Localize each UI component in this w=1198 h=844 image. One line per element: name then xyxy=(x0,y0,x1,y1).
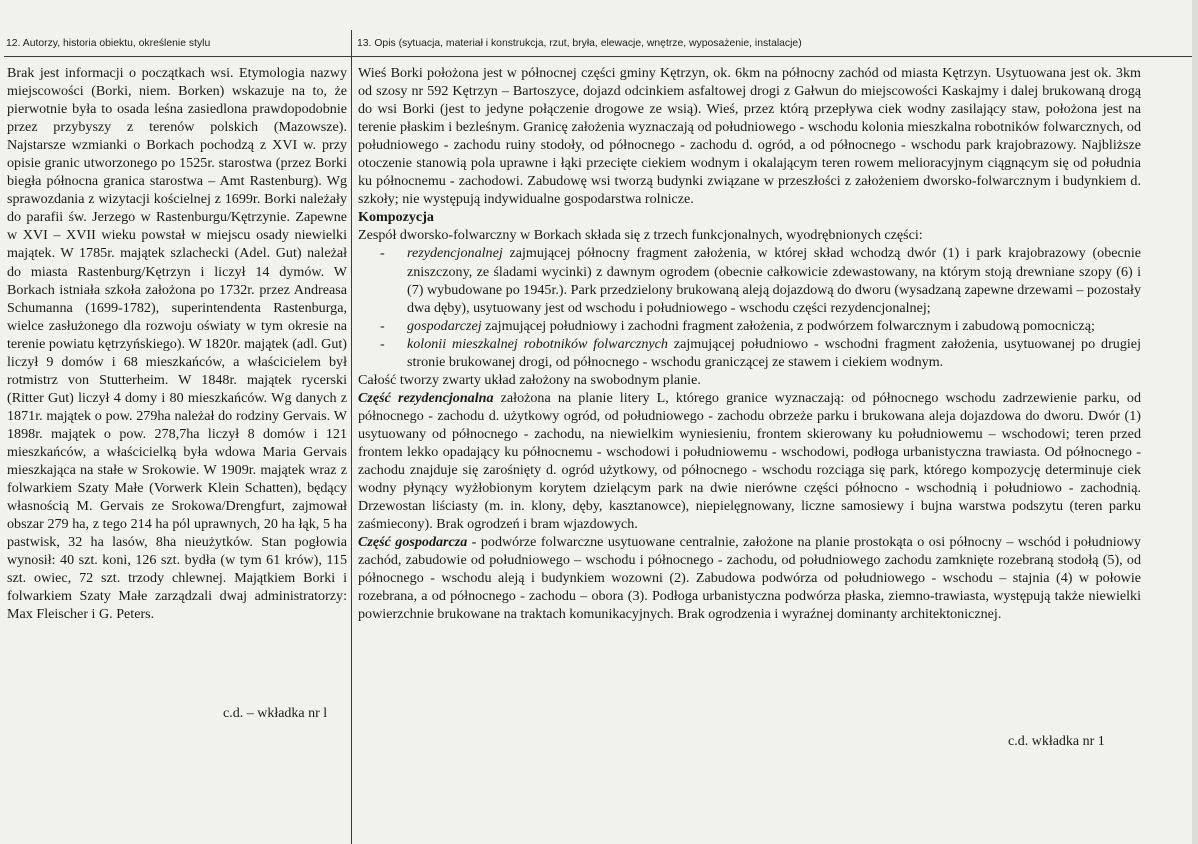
residential-heading: Część rezydencjonalna xyxy=(358,389,494,406)
composition-intro: Zespół dworsko-folwarczny w Borkach składa się z trzech funkcjonalnych, wyodrębnionych części: xyxy=(358,227,923,244)
description-intro: Wieś Borki położona jest w północnej części gminy Kętrzyn, ok. 6km na północny zachód od miasta Kętrzyn. Usytuowana jest ok. 3km od szosy nr 592 Kętrzyn – Bartoszyce, dojazd odcinkiem asfaltowej drogi z Gałwun do miejscowości Kaskajmy i dalej brukowaną drogą do wsi Borki (jest to jedyne połączenie drogowe ze wsią). Wieś, przez którą przepływa ciek wodny zasilający staw, położona jest na terenie płaskim i bezleśnym. Granicę założenia wyznaczają od południowego - wschodu kolonia mieszkalna robotników folwarcznych, od południowego - zachodu ruiny stodoły, od północnego - zachodu d. ogród, a od północnego - wschodu park krajobrazowy. Najbliższe otoczenie stanowią pola uprawne i łąki przecięte ciekiem wodnym i okalającym teren rowem melioracyjnym ciągnącym się od południa ku północnemu - zachodowi. Zabudowę wsi tworzą budynki związane w przeszłości z założeniem dworsko-folwarcznym i budynkiem d. szkoły; nie występują indywidualne gospodarstwa rolnicze. xyxy=(358,65,1141,208)
list-item-term: kolonii mieszkalnej robotników folwarcznych xyxy=(407,335,668,352)
list-item-text: zajmującej południowy i zachodni fragment założenia, z podwórzem folwarcznym i zabudową pomocniczą; xyxy=(481,317,1095,334)
list-item-text: zajmującej północny fragment założenia, w której skład wchodzą dwór (1) i park krajobrazowy (obecnie zniszczony, ze śladami wycinki) z dawnym ogrodem (obecnie całkowicie zdewastowany, na którym stoją drewniane szopy (6) i (7) wybudowane po 1945r.). Park przedzielony brukowaną aleją dojazdową do dworu (wysadzaną zapewne drzewami – pozostały dwa dęby), usytuowany jest od wschodu i południowego - wschodu części rezydencjonalnej; xyxy=(407,245,1141,316)
farm-paragraph xyxy=(358,533,1141,623)
dash-marker: - xyxy=(380,317,385,334)
list-item-text: zajmującej południowo - wschodni fragment założenia, usytuowanej po drugiej stronie brukowanej drogi, od północnego - wschodu graniczącej ze stawem i ciekiem wodnym. xyxy=(407,335,1141,370)
residential-paragraph xyxy=(358,389,1141,533)
list-item-term: rezydencjonalnej xyxy=(407,245,503,262)
residential-text: założona na planie litery L, którego granice wyznaczają: od północnego wschodu zadrzewienie parku, od północnego - zachodu d. użytkowy ogród, od południowego - zachodu obrzeże parku i brukowana aleja dojazdowa do dworu. Dwór (1) usytuowany od północnego - zachodu, na niewielkim wyniesieniu, frontem skierowany ku południowemu – wschodowi; teren przed frontem lekko opadający ku północnemu - wschodowi i południowemu - wschodowi, podłoga urbanistyczna trawiasta. Od północnego - zachodu znajduje się zarośnięty d. ogród użytkowy, od północnego - wschodu rozciąga się park, którego kompozycję determinuje ciek wodny płynący wyżłobionym korytem dzielącym park na dwie nierówne części północno - wschodnią i południowo - zachodnią. Drzewostan liściasty (m. in. klony, dęby, kasztanowce), niepielęgnowany, liczne samosiewy i bujna warstwa podszytu (teren parku zaśmiecony). Brak ogrodzeń i bram wjazdowych. xyxy=(358,389,1141,533)
description-continued-note: c.d. wkładka nr 1 xyxy=(1008,734,1105,749)
composition-summary: Całość tworzy zwarty układ założony na swobodnym planie. xyxy=(358,371,701,388)
composition-heading: Kompozycja xyxy=(358,209,434,226)
section-12-header: 12. Autorzy, historia obiektu, określenie stylu xyxy=(6,38,211,49)
list-item xyxy=(358,335,1141,371)
list-item-term: gospodarczej xyxy=(407,317,482,334)
description-column xyxy=(358,64,1141,623)
list-item xyxy=(358,244,1141,316)
composition-list xyxy=(358,244,1141,370)
history-continued-note: c.d. – wkładka nr l xyxy=(223,706,328,721)
column-divider xyxy=(351,30,352,844)
history-text: Brak jest informacji o początkach wsi. Etymologia nazwy miejscowości (Borki, niem. Borken) wskazuje na to, że pierwotnie była to osada leśna zasiedlona prawdopodobnie przez przybyszy z terenów polskich (Mazowsze). Najstarsze wzmianki o Borkach pochodzą z XVI w. przy opisie granic utworzonego po 1525r. starostwa (przez Borki biegła północna granica starostwa – Amt Rastenburg). Wg sprawozdania z wizytacji kościelnej z 1699r. Borki należały do parafii św. Jerzego w Rastenburgu/Kętrzynie. Zapewne w XVI – XVII wieku powstał w miejscu osady niewielki majątek. W 1785r. majątek szlachecki (Adel. Gut) należał do miasta Rastenburg/Kętrzyn i liczył 14 dymów. W Borkach istniała szkoła założona po 1732r. przez Andreasa Schumanna (1699-1782), superintendenta Rastenburga, wielce zasłużonego dla rozwoju oświaty w tym okresie na terenie powiatu kętrzyńskiego). W 1820r. majątek (adl. Gut) liczył 9 domów i 68 mieszkańców, a właścicielem był rotmistrz von Stutterheim. W 1848r. majątek rycerski (Ritter Gut) liczył 4 domy i 80 mieszkańców. Wg danych z 1871r. majątek o pow. 279ha należał do rodziny Gervais. W 1898r. majątek o pow. 278,7ha liczył 8 domów i 121 mieszkańców, a właścicielką była wdowa Maria Gervais mieszkająca na stałe w Srokowie. W 1909r. majątek wraz z folwarkiem Szaty Małe (Vorwerk Klein Schatten), będący własnością M. Gervais ze Srokowa/Drengfurt, zajmował obszar 279 ha, z tego 214 ha pól uprawnych, 20 ha łąk, 5 ha pastwisk, 32 ha lasów, 8ha nieużytków. Stan pogłowia wynosił: 40 szt. koni, 126 szt. bydła (w tym 61 krów), 115 szt. owiec, 72 szt. trzody chlewnej. Majątkiem Borki i folwarkiem Szaty Małe zarządzali dwaj administratorzy: Max Fleischer i G. Peters. xyxy=(7,65,347,623)
page-edge xyxy=(1192,0,1198,844)
farm-text: podwórze folwarczne usytuowane centralnie, założone na planie prostokąta o osi północny – wschód i południowy zachód, zabudowie od południowego – wschodu i północnego - zachodu, od południowego zachodu zamknięte rozebraną stodołą (5), od północnego - wschodu aleją i budynkiem wozowni (2). Zabudowa podwórza od południowego - wschodu – stajnia (4) w połowie rozebrana, a od północnego - zachodu – obora (3). Podłoga urbanistyczna podwórza płaska, ziemno-trawiasta, występują także niewielki powierzchnie brukowane na traktach komunikacyjnych. Brak ogrodzenia i wyraźnej dominanty architektonicznej. xyxy=(358,534,1141,623)
header-divider xyxy=(4,56,1194,57)
farm-heading: Część gospodarcza - xyxy=(358,534,477,551)
list-item xyxy=(358,317,1141,335)
section-13-header: 13. Opis (sytuacja, materiał i konstrukcja, rzut, bryła, elewacje, wnętrze, wyposażenie, instalacje) xyxy=(357,38,802,49)
dash-marker: - xyxy=(380,245,385,262)
history-column xyxy=(7,64,347,623)
dash-marker: - xyxy=(380,335,385,352)
